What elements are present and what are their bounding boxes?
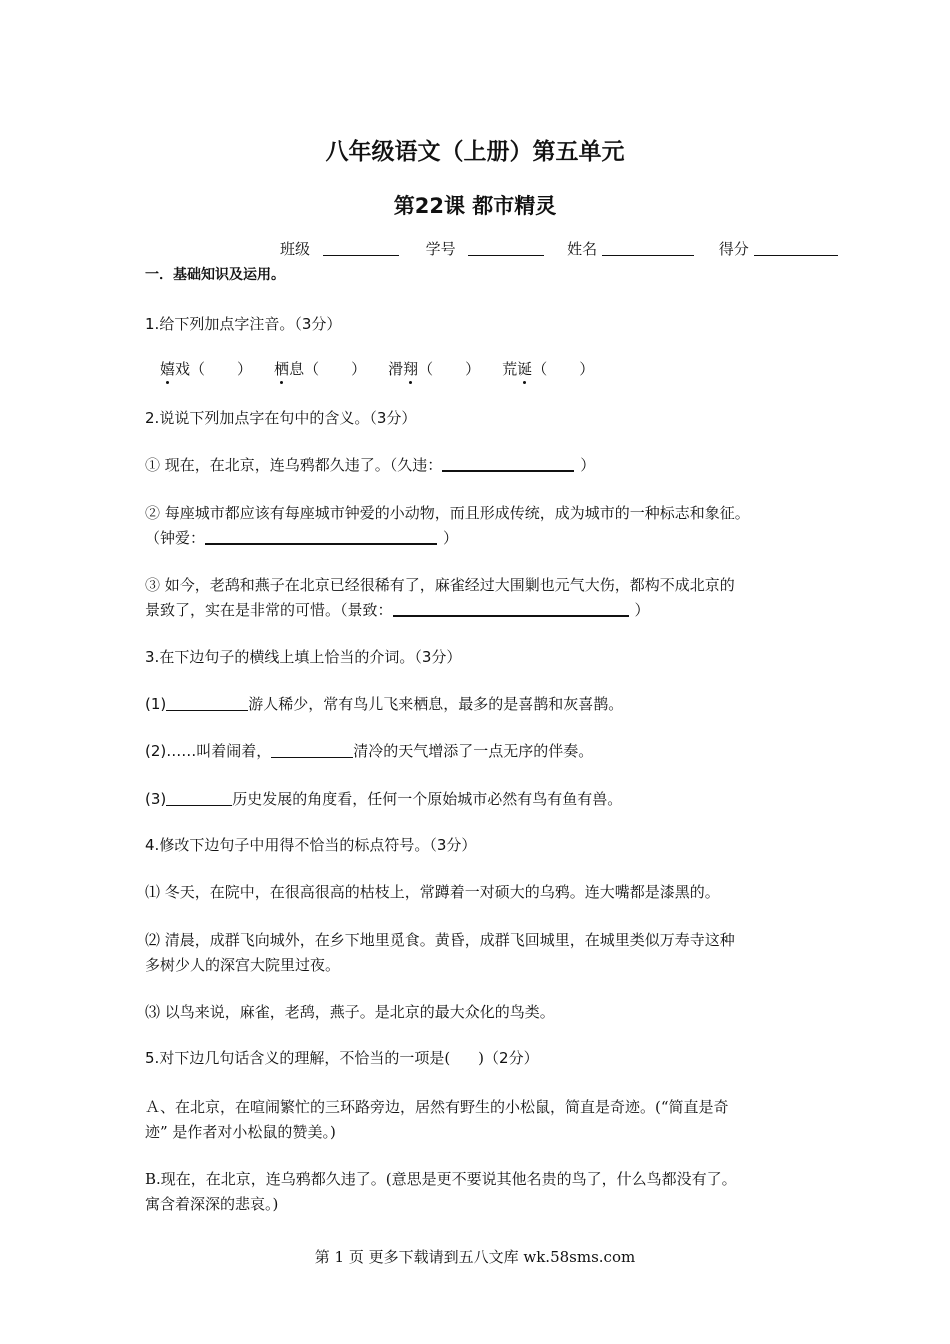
pinyin-items — [160, 356, 830, 382]
question-2-sentence-3: ③ 如今，老鸹和燕子在北京已经很稀有了，麻雀经过大围剿也元气大伤，都构不成北京的 — [145, 576, 735, 594]
pinyin-item: 荒诞（ ） — [502, 360, 595, 378]
score-label: 得分 — [718, 240, 749, 258]
question-4-sentence-3: ⑶ 以鸟来说，麻雀，老鸹，燕子。是北京的最大众化的鸟类。 — [145, 1003, 555, 1021]
question-3-item-2: (2)……叫着闹着， 清冷的天气增添了一点无序的伴奏。 — [145, 742, 594, 760]
question-4: 4.修改下边句子中用得不恰当的标点符号。（3分） — [145, 836, 477, 854]
answer-blank[interactable] — [205, 527, 437, 545]
section-heading: 一．基础知识及运用。 — [145, 267, 285, 283]
question-2-sentence-2-cont: （钟爱： ） — [145, 529, 459, 547]
page-title: 八年级语文（上册）第五单元 — [325, 139, 625, 165]
question-3: 3.在下边句子的横线上填上恰当的介词。（3分） — [145, 648, 462, 666]
student-info-row — [280, 238, 838, 259]
option-b: B.现在，在北京，连乌鸦都久违了。(意思是更不要说其他名贵的鸟了，什么鸟都没有了。 — [145, 1170, 737, 1188]
name-field[interactable] — [602, 239, 694, 256]
lesson-title: 第22课 都市精灵 — [393, 194, 557, 218]
question-3-item-1: (1) 游人稀少，常有鸟儿飞来栖息，最多的是喜鹊和灰喜鹊。 — [145, 695, 624, 713]
pinyin-item: 栖息（ ） — [274, 360, 367, 378]
answer-blank[interactable] — [166, 789, 232, 806]
question-4-sentence-1: ⑴ 冬天，在院中，在很高很高的枯枝上，常蹲着一对硕大的乌鸦。连大嘴都是漆黑的。 — [145, 883, 720, 901]
page-footer: 第 1 页 更多下载请到五八文库 wk.58sms.com — [314, 1248, 636, 1266]
question-2: 2.说说下列加点字在句中的含义。（3分） — [145, 409, 417, 427]
student-id-label: 学号 — [425, 240, 456, 258]
question-2-sentence-1: ① 现在，在北京，连乌鸦都久违了。（久违： ） — [145, 456, 596, 474]
question-3-item-3: (3) 历史发展的角度看，任何一个原始城市必然有鸟有鱼有兽。 — [145, 790, 623, 808]
option-a-cont: 迹” 是作者对小松鼠的赞美。) — [145, 1123, 336, 1141]
class-label: 班级 — [280, 240, 311, 258]
answer-blank[interactable] — [271, 741, 353, 758]
pinyin-item: 滑翔（ ） — [388, 360, 481, 378]
option-a: Ａ、在北京，在喧闹繁忙的三环路旁边，居然有野生的小松鼠，简直是奇迹。(“简直是奇 — [145, 1098, 729, 1116]
option-b-cont: 寓含着深深的悲哀。) — [145, 1195, 279, 1213]
name-label: 姓名 — [567, 240, 598, 258]
answer-blank[interactable] — [166, 694, 248, 711]
question-4-sentence-2-cont: 多树少人的深宫大院里过夜。 — [145, 956, 341, 974]
question-2-sentence-2: ② 每座城市都应该有每座城市钟爱的小动物，而且形成传统，成为城市的一种标志和象征。 — [145, 504, 750, 522]
question-4-sentence-2: ⑵ 清晨，成群飞向城外，在乡下地里觅食。黄昏，成群飞回城里，在城里类似万寿寺这种 — [145, 931, 735, 949]
answer-blank[interactable] — [393, 599, 629, 617]
question-2-sentence-3-cont: 景致了，实在是非常的可惜。（景致： ） — [145, 601, 650, 619]
student-id-field[interactable] — [468, 239, 544, 256]
pinyin-item: 嬉戏（ ） — [160, 360, 253, 378]
answer-blank[interactable] — [442, 454, 574, 472]
question-5: 5.对下边几句话含义的理解，不恰当的一项是( )（2分） — [145, 1049, 539, 1067]
class-field[interactable] — [323, 239, 399, 256]
score-field[interactable] — [754, 239, 838, 256]
question-1: 1.给下列加点字注音。（3分） — [145, 315, 342, 333]
